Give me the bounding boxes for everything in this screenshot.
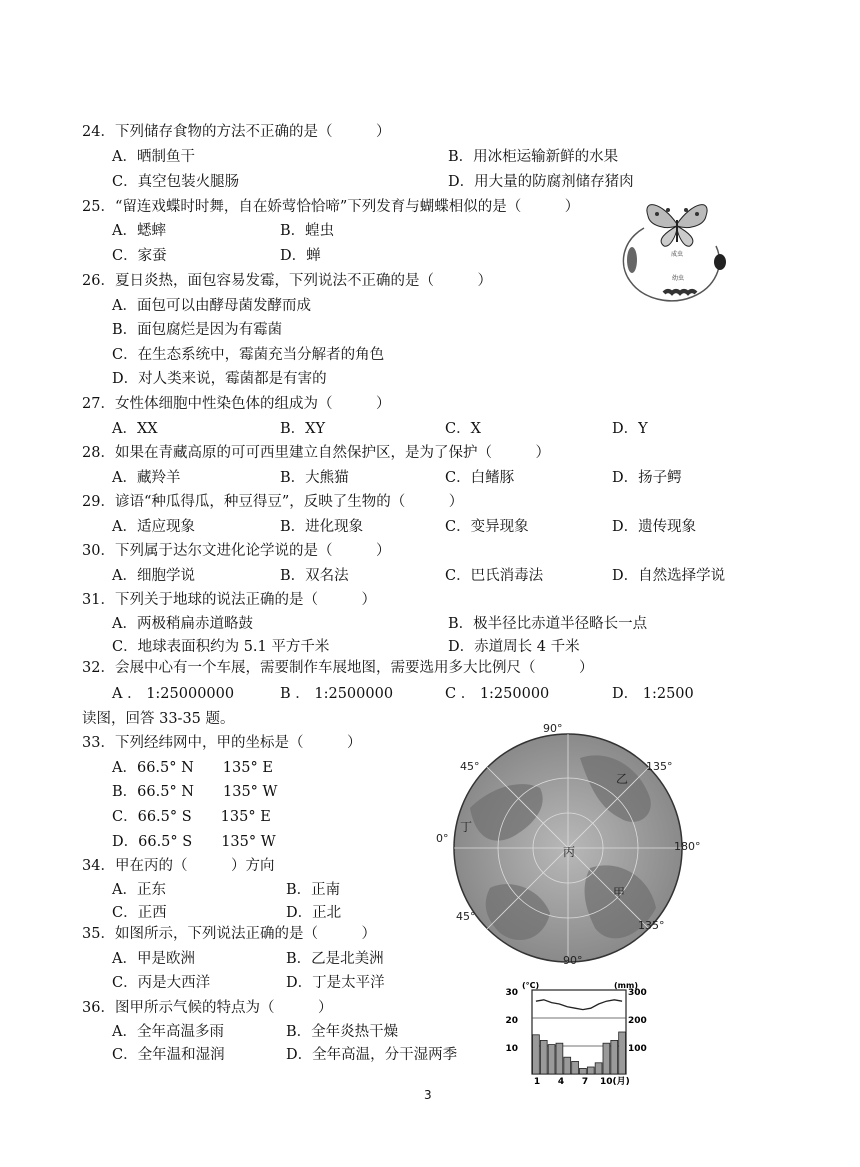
q35-option-c: C．丙是大西洋 [112, 975, 211, 991]
y2-tick-100: 100 [628, 1044, 647, 1054]
q27-stem: 27．女性体细胞中性染色体的组成为（ ） [82, 396, 391, 412]
q28-stem: 28．如果在青藏高原的可可西里建立自然保护区，是为了保护（ ） [82, 445, 550, 461]
butterfly-lifecycle-figure [622, 196, 732, 300]
section-intro: 读图，回答 33-35 题。 [82, 711, 235, 727]
precip-bar-8 [587, 1067, 594, 1074]
q28-option-a: A．藏羚羊 [112, 470, 181, 486]
y2-tick-200: 200 [628, 1016, 647, 1026]
q31-stem: 31．下列关于地球的说法正确的是（ ） [82, 592, 376, 608]
q36-option-d: D．全年高温，分干湿两季 [286, 1047, 458, 1063]
q24-option-b: B．用冰柜运输新鲜的水果 [448, 149, 619, 165]
q33-option-c: C．66.5° S 135° E [112, 809, 271, 825]
butterfly-icon [647, 205, 707, 247]
map-label-jia: 甲 [613, 886, 626, 900]
precip-bar-4 [556, 1043, 563, 1074]
pupa-icon [627, 247, 637, 273]
q30-option-d: D．自然选择学说 [612, 568, 726, 584]
q25-option-c: C．家蚕 [112, 248, 167, 264]
map-label-bing: 丙 [563, 845, 576, 859]
q36-option-b: B．全年炎热干燥 [286, 1024, 399, 1040]
x-tick-4: 4 [557, 1077, 565, 1087]
adult-label: 成虫 [670, 251, 684, 258]
q34-option-b: B．正南 [286, 882, 341, 898]
q30-option-a: A．细胞学说 [112, 568, 195, 584]
q24-stem: 24．下列储存食物的方法不正确的是（ ） [82, 124, 391, 140]
x-tick-7: 7 [581, 1077, 589, 1087]
q36-stem: 36．图甲所示气候的特点为（ ） [82, 1000, 333, 1016]
q29-option-c: C．变异现象 [445, 519, 529, 535]
q26-option-d: D．对人类来说，霉菌都是有害的 [112, 371, 327, 387]
q31-option-c: C．地球表面积约为 5.1 平方千米 [112, 639, 330, 655]
x-tick-1: 1 [533, 1077, 541, 1087]
precip-bar-9 [595, 1063, 602, 1074]
precip-bar-5 [564, 1057, 571, 1074]
precip-bar-11 [611, 1040, 618, 1074]
climate-chart [505, 978, 668, 1088]
precip-bar-10 [603, 1043, 610, 1074]
q27-option-c: C．X [445, 421, 481, 437]
q32-option-a: A ． 1:25000000 [112, 686, 235, 702]
unit-left-label: (°C) [522, 981, 540, 990]
q24-option-a: A．晒制鱼干 [112, 149, 195, 165]
q29-option-a: A．适应现象 [112, 519, 195, 535]
q25-option-b: B．蝗虫 [280, 223, 335, 239]
q35-option-d: D．丁是太平洋 [286, 975, 385, 991]
map-label-ding: 丁 [460, 820, 473, 834]
q36-option-c: C．全年温和湿润 [112, 1047, 225, 1063]
eggs-icon [714, 254, 726, 270]
q34-option-c: C．正西 [112, 905, 167, 921]
q32-option-b: B ． 1:2500000 [280, 686, 394, 702]
q33-option-a: A．66.5° N 135° E [112, 760, 273, 776]
q33-option-d: D．66.5° S 135° W [112, 834, 276, 850]
y-tick-20: 20 [505, 1016, 518, 1026]
q27-option-b: B．XY [280, 421, 326, 437]
y-tick-10: 10 [505, 1044, 518, 1054]
q24-option-c: C．真空包装火腿肠 [112, 174, 240, 190]
q28-option-b: B．大熊猫 [280, 470, 349, 486]
q27-option-a: A．XX [112, 421, 158, 437]
q30-option-b: B．双名法 [280, 568, 349, 584]
q29-option-b: B．进化现象 [280, 519, 364, 535]
q24-option-d: D．用大量的防腐剂储存猪肉 [448, 174, 634, 190]
q30-option-c: C．巴氏消毒法 [445, 568, 544, 584]
map-label-bottom: 90° [563, 954, 583, 967]
x-tick-10: 10(月) [600, 1077, 630, 1087]
precip-bar-1 [533, 1035, 540, 1074]
q26-option-b: B．面包腐烂是因为有霉菌 [112, 322, 283, 338]
map-label-upper-right: 135° [646, 760, 673, 773]
map-label-top: 90° [543, 722, 563, 735]
map-label-yi: 乙 [616, 772, 629, 786]
map-label-upper-left: 45° [460, 760, 480, 773]
polar-map-figure [430, 718, 700, 970]
precip-bar-2 [540, 1040, 547, 1074]
q31-option-d: D．赤道周长 4 千米 [448, 639, 580, 655]
precip-bar-7 [580, 1068, 587, 1074]
q33-option-b: B．66.5° N 135° W [112, 784, 278, 800]
precip-bar-3 [548, 1045, 555, 1074]
q26-option-a: A．面包可以由酵母菌发酵而成 [112, 298, 311, 314]
q28-option-c: C．白鳍豚 [445, 470, 515, 486]
larva-icon [664, 291, 696, 293]
q26-stem: 26．夏日炎热，面包容易发霉，下列说法不正确的是（ ） [82, 273, 492, 289]
q25-option-d: D．蝉 [280, 248, 321, 264]
q34-option-a: A．正东 [112, 882, 166, 898]
q33-stem: 33．下列经纬网中，甲的坐标是（ ） [82, 735, 362, 751]
q29-option-d: D．遗传现象 [612, 519, 697, 535]
q31-option-a: A．两极稍扁赤道略鼓 [112, 616, 253, 632]
q34-option-d: D．正北 [286, 905, 342, 921]
map-label-right: 180° [674, 840, 701, 853]
page-number: 3 [424, 1088, 432, 1102]
map-label-lower-left: 45° [456, 910, 476, 923]
larva-label: 幼虫 [671, 275, 685, 282]
q36-option-a: A．全年高温多雨 [112, 1024, 224, 1040]
q29-stem: 29．谚语“种瓜得瓜，种豆得豆”，反映了生物的（ ） [82, 494, 464, 510]
map-label-left: 0° [436, 832, 449, 845]
q31-option-b: B．极半径比赤道半径略长一点 [448, 616, 648, 632]
q35-stem: 35．如图所示，下列说法正确的是（ ） [82, 926, 376, 942]
precip-bar-12 [619, 1032, 626, 1074]
y-tick-30: 30 [505, 988, 518, 998]
q30-stem: 30．下列属于达尔文进化论学说的是（ ） [82, 543, 391, 559]
precip-bar-6 [572, 1061, 579, 1074]
unit-right-label: (mm) [614, 981, 638, 990]
map-label-lower-right: 135° [638, 919, 665, 932]
q35-option-a: A．甲是欧洲 [112, 951, 195, 967]
q28-option-d: D．扬子鳄 [612, 470, 682, 486]
q32-stem: 32．会展中心有一个车展，需要制作车展地图，需要选用多大比例尺（ ） [82, 660, 594, 676]
q25-stem: 25．“留连戏蝶时时舞，自在娇莺恰恰啼”下列发育与蝴蝶相似的是（ ） [82, 199, 580, 215]
q26-option-c: C．在生态系统中，霉菌充当分解者的角色 [112, 347, 385, 363]
q35-option-b: B．乙是北美洲 [286, 951, 384, 967]
q27-option-d: D．Y [612, 421, 648, 437]
q32-option-d: D． 1:2500 [612, 686, 694, 702]
q34-stem: 34．甲在丙的（ ）方向 [82, 858, 275, 874]
q25-option-a: A．蟋蟀 [112, 223, 166, 239]
q32-option-c: C ． 1:250000 [445, 686, 550, 702]
y2-tick-300: 300 [628, 988, 647, 998]
